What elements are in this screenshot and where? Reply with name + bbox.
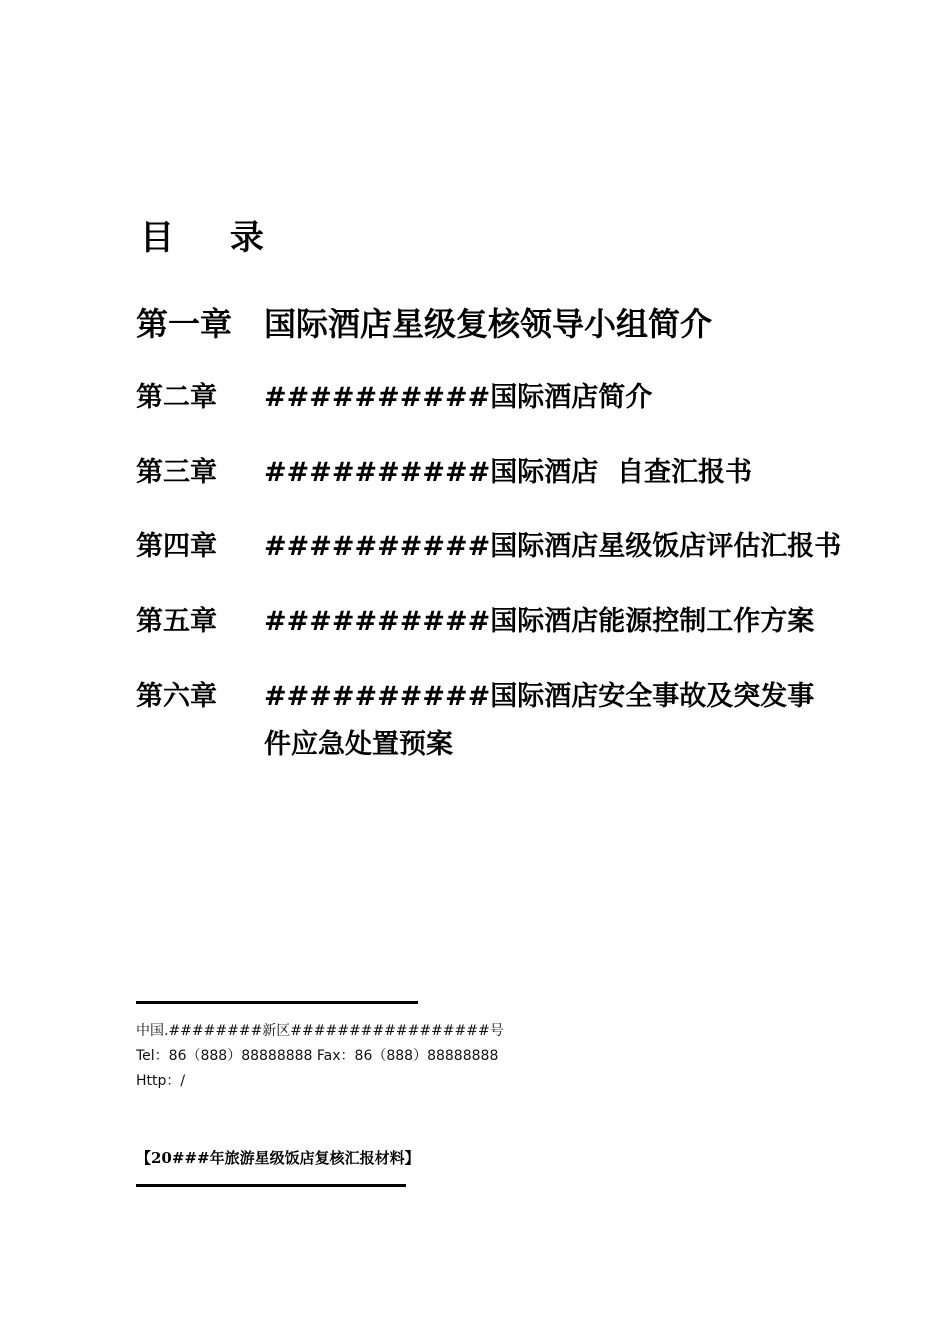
- chapter-number: 第六章: [136, 681, 217, 712]
- toc-title: 目 录: [140, 218, 286, 258]
- footer-tel-fax: Tel：86（888）88888888 Fax：86（888）88888888: [136, 1048, 499, 1064]
- toc-entry-chapter-1: [136, 298, 846, 350]
- report-material-note: 【20###年旅游星级饭店复核汇报材料】: [136, 1149, 420, 1167]
- chapter-title: ##########国际酒店星级饭店评估汇报书: [264, 531, 842, 562]
- footer-divider-bottom: [136, 1184, 406, 1187]
- chapter-title: 国际酒店星级复核领导小组简介: [264, 305, 713, 343]
- chapter-number: 第二章: [136, 382, 217, 413]
- chapter-number: 第一章: [136, 305, 233, 343]
- chapter-title: ##########国际酒店 自查汇报书: [264, 457, 753, 488]
- toc-entry-chapter-6: [136, 673, 846, 769]
- toc-entry-chapter-5: [136, 598, 846, 646]
- toc-entry-chapter-2: [136, 374, 846, 422]
- chapter-title: ##########国际酒店安全事故及突发事件应急处置预案: [264, 681, 815, 760]
- footer-divider-top: [136, 1001, 418, 1004]
- footer-http[interactable]: Http：/: [136, 1073, 186, 1089]
- footer-address: 中国.########新区#################号: [136, 1023, 504, 1039]
- chapter-title: ##########国际酒店能源控制工作方案: [264, 606, 815, 637]
- chapter-number: 第五章: [136, 606, 217, 637]
- toc-entry-chapter-3: [136, 449, 846, 497]
- chapter-number: 第四章: [136, 531, 217, 562]
- chapter-title: ##########国际酒店简介: [264, 382, 653, 413]
- chapter-number: 第三章: [136, 457, 217, 488]
- toc-entry-chapter-4: [136, 523, 846, 571]
